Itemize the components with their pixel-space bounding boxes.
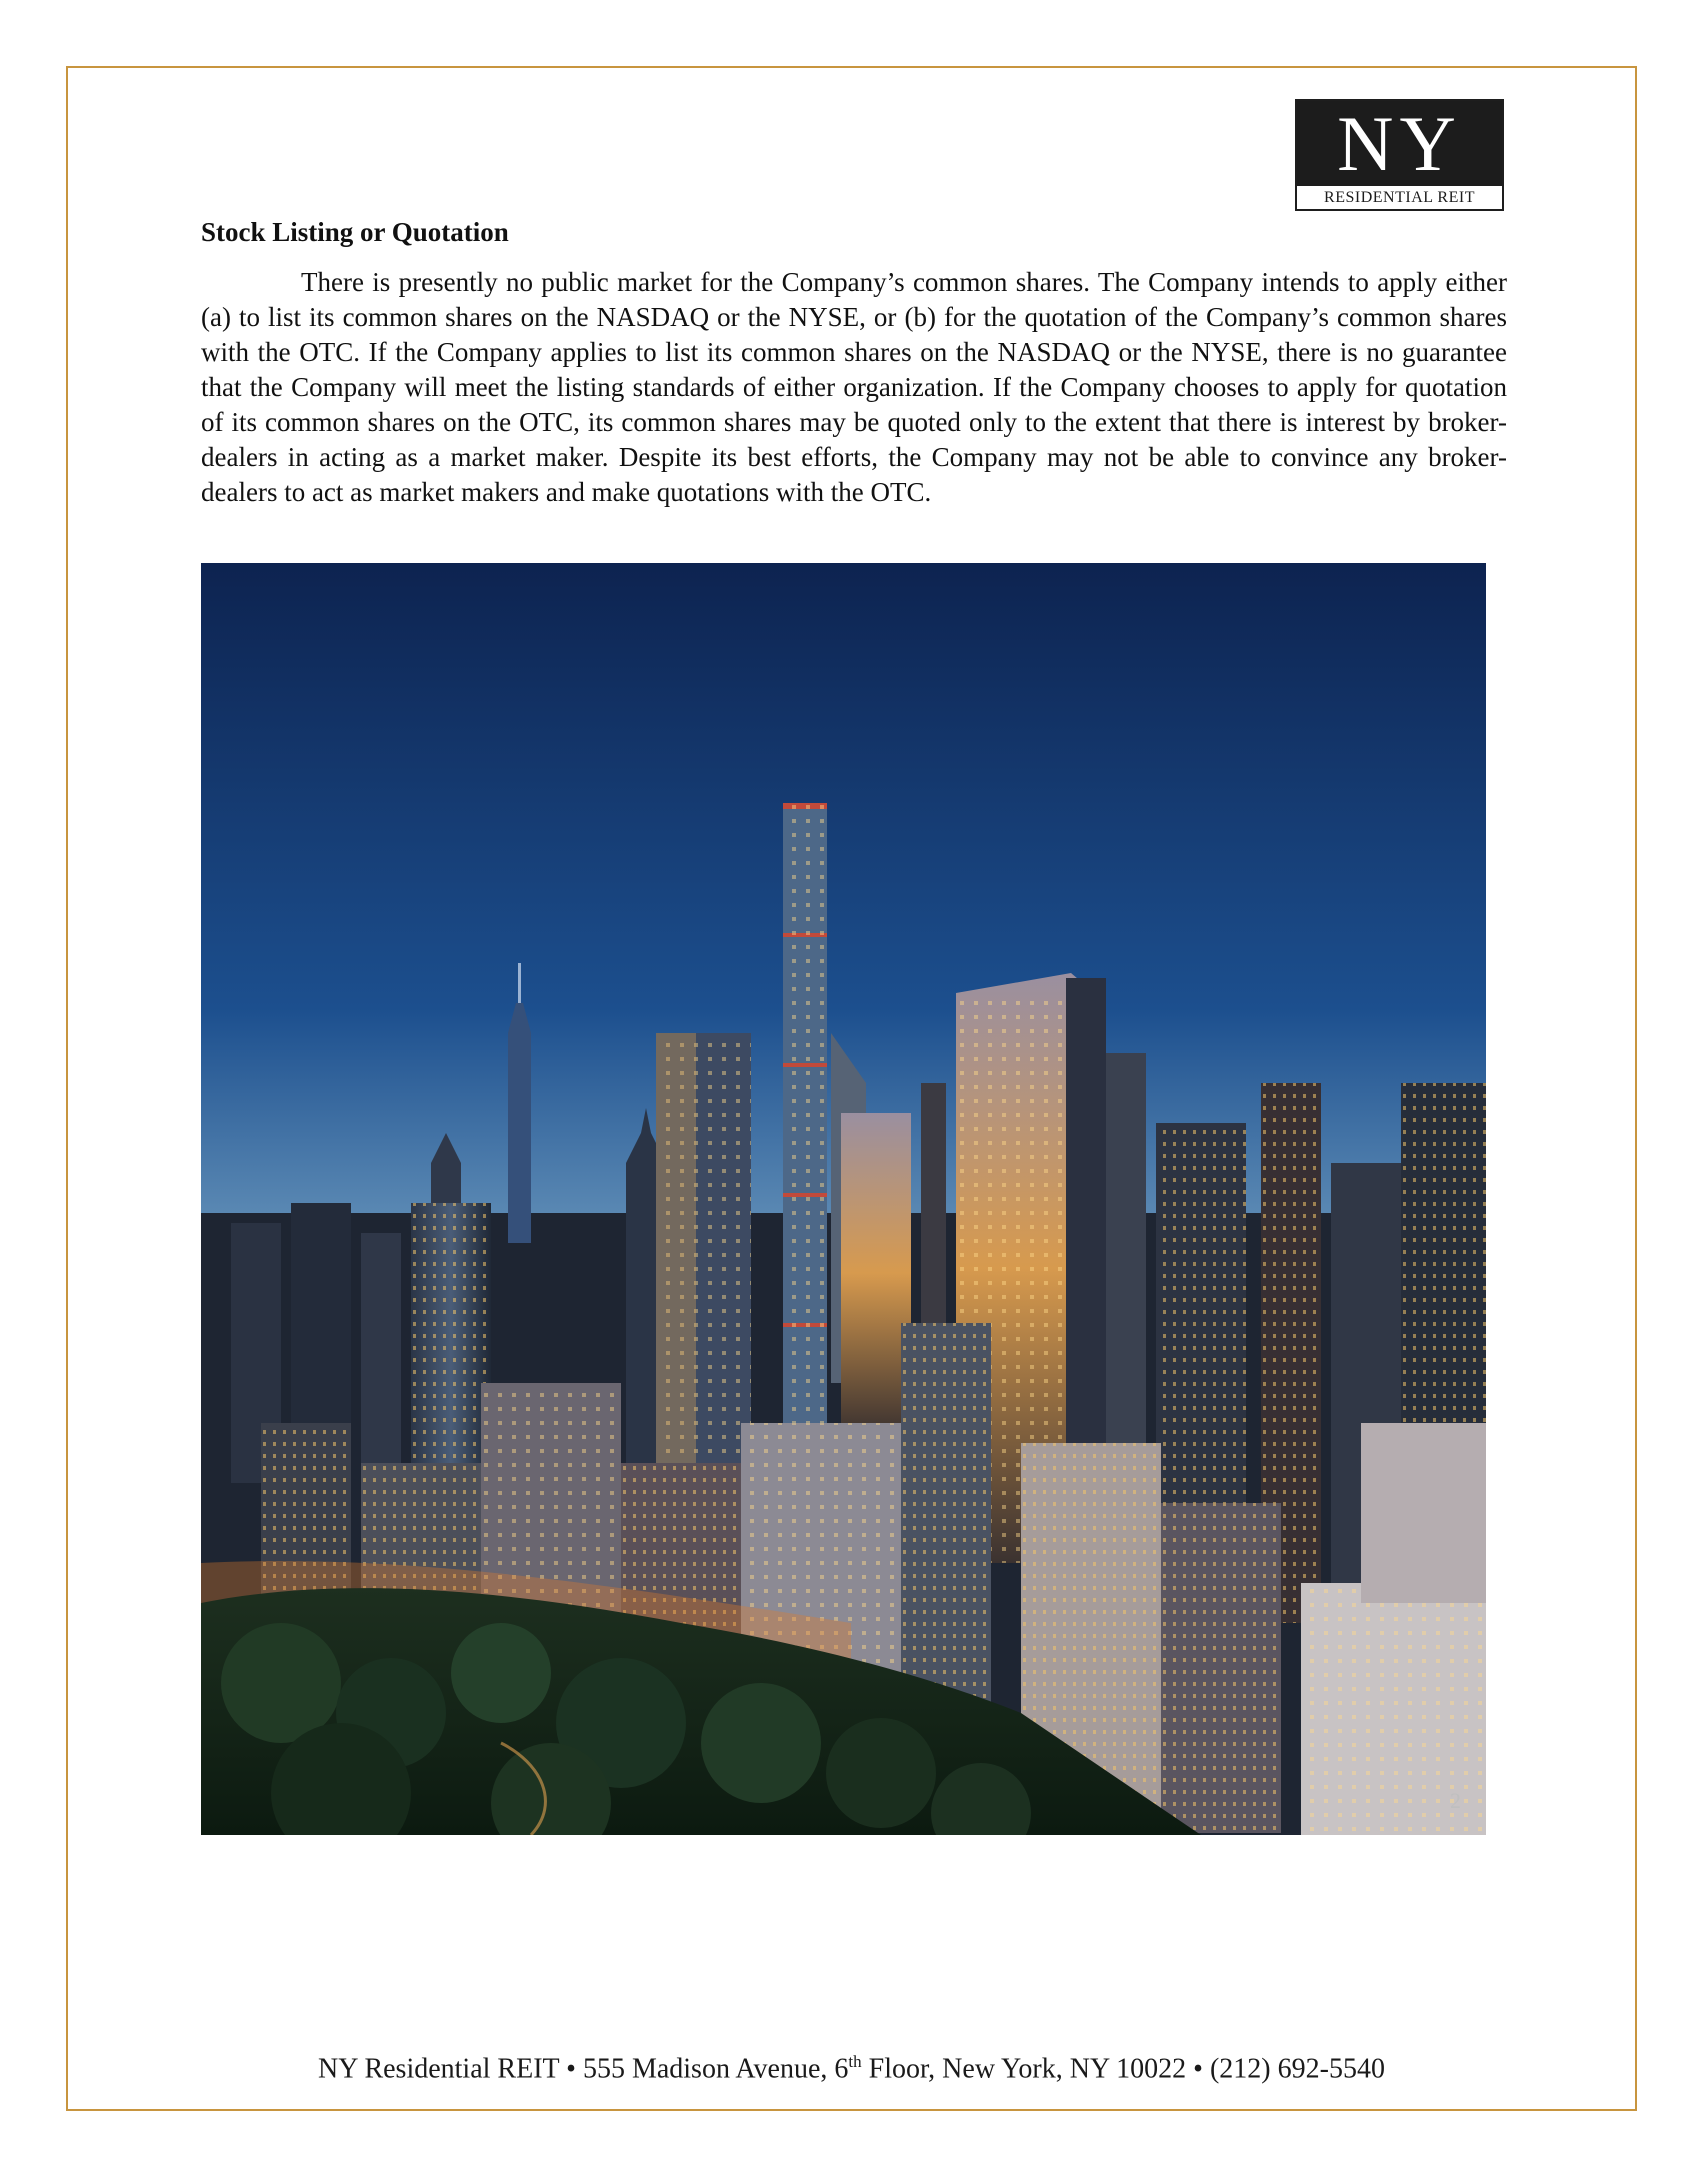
footer-company: NY Residential REIT (318, 2053, 560, 2085)
logo-mark: NY (1297, 101, 1502, 186)
city-skyline-photo (201, 563, 1486, 1835)
section-paragraph: There is presently no public market for the Company’s common shares. The Company intends to apply either (a) to list its common shares on the NASDAQ or the NYSE, or (b) for the quotation of the Company’s common shares with the OTC. If the Company applies to list its common shares on the NASDAQ or the NYSE, there is no guarantee that the Company will meet the listing standards of either organization. If the Company chooses to apply for quotation of its common shares on the OTC, its common shares may be quoted only to the extent that there is interest by broker-dealers in acting as a market maker. Despite its best efforts, the Company may not be able to convince any broker-dealers to act as market makers and make quotations with the OTC. (201, 267, 1507, 507)
footer-address-rest: Floor, New York, NY 10022 (861, 2053, 1187, 2085)
footer-bullet-2: • (1193, 2053, 1203, 2085)
section-heading: Stock Listing or Quotation (201, 217, 509, 247)
page-footer (66, 2052, 1637, 2085)
footer-phone: (212) 692-5540 (1209, 2053, 1385, 2085)
page-number: 2 (1450, 1788, 1461, 1813)
footer-bullet: • (566, 2053, 576, 2085)
footer-address-street: 555 Madison Avenue, 6 (582, 2053, 849, 2085)
logo-subtitle: RESIDENTIAL REIT (1324, 189, 1475, 206)
company-logo (1295, 99, 1504, 211)
footer-address-sup: th (848, 2052, 862, 2071)
